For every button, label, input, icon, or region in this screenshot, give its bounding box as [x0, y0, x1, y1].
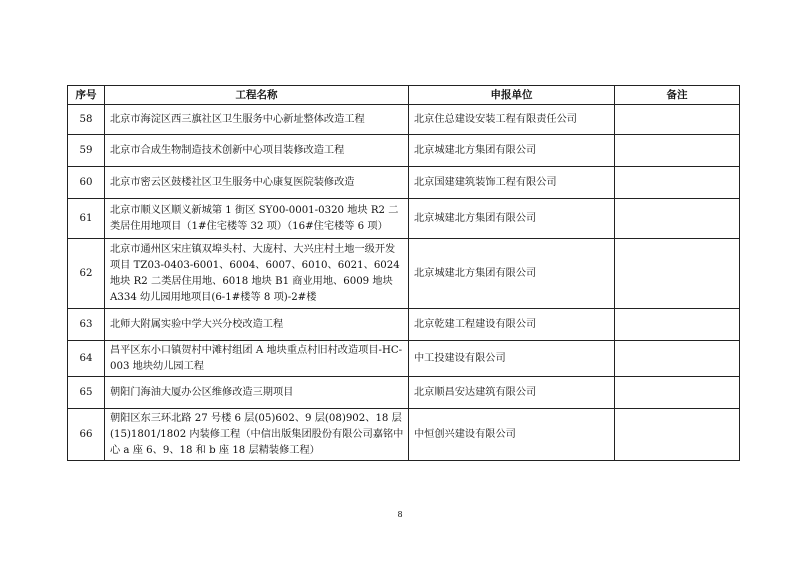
row-seq: 60 [68, 167, 105, 199]
row-project-name: 北京市海淀区西三旗社区卫生服务中心新址整体改造工程 [105, 105, 409, 135]
row-remark [615, 135, 740, 167]
row-remark [615, 409, 740, 461]
row-remark [615, 105, 740, 135]
page-number: 8 [397, 510, 403, 519]
table-header-row [68, 86, 740, 105]
row-project-name: 北京市通州区宋庄镇双埠头村、大庞村、大兴庄村土地一级开发项目 TZ03-0403-6001、6004、6007、6010、6021、6024 地块 R2 二类居住用地、6018 地块 B1 商业用地、6009 地块 A334 幼儿园用地项目(6-1#楼等 8 项)-2#楼 [105, 239, 409, 309]
row-remark [615, 309, 740, 341]
table-row [68, 239, 740, 309]
header-project-name: 工程名称 [105, 86, 409, 105]
row-applicant-unit: 北京国建建筑装饰工程有限公司 [409, 167, 615, 199]
row-project-name: 北京市密云区鼓楼社区卫生服务中心康复医院装修改造 [105, 167, 409, 199]
row-seq: 65 [68, 377, 105, 409]
row-applicant-unit: 北京乾建工程建设有限公司 [409, 309, 615, 341]
table-row [68, 199, 740, 239]
row-remark [615, 377, 740, 409]
row-remark [615, 341, 740, 377]
row-applicant-unit: 北京城建北方集团有限公司 [409, 239, 615, 309]
table-row [68, 377, 740, 409]
row-applicant-unit: 北京城建北方集团有限公司 [409, 199, 615, 239]
table-row [68, 105, 740, 135]
project-table [67, 85, 740, 461]
table-row [68, 309, 740, 341]
row-seq: 63 [68, 309, 105, 341]
row-applicant-unit: 中恒创兴建设有限公司 [409, 409, 615, 461]
row-seq: 61 [68, 199, 105, 239]
table-row [68, 409, 740, 461]
row-seq: 59 [68, 135, 105, 167]
row-applicant-unit: 北京住总建设安装工程有限责任公司 [409, 105, 615, 135]
header-applicant-unit: 申报单位 [409, 86, 615, 105]
row-project-name: 朝阳门海油大厦办公区维修改造三期项目 [105, 377, 409, 409]
table-row [68, 167, 740, 199]
row-applicant-unit: 中工投建设有限公司 [409, 341, 615, 377]
row-project-name: 北京市合成生物制造技术创新中心项目装修改造工程 [105, 135, 409, 167]
row-project-name: 昌平区东小口镇贺村中滩村组团 A 地块重点村旧村改造项目-HC-003 地块幼儿园工程 [105, 341, 409, 377]
row-remark [615, 199, 740, 239]
header-seq: 序号 [68, 86, 105, 105]
table-row [68, 135, 740, 167]
row-remark [615, 239, 740, 309]
row-applicant-unit: 北京顺昌安达建筑有限公司 [409, 377, 615, 409]
row-seq: 58 [68, 105, 105, 135]
row-seq: 64 [68, 341, 105, 377]
row-project-name: 北京市顺义区顺义新城第 1 街区 SY00-0001-0320 地块 R2 二类居住用地项目（1#住宅楼等 32 项）（16#住宅楼等 6 项） [105, 199, 409, 239]
row-project-name: 朝阳区东三环北路 27 号楼 6 层(05)602、9 层(08)902、18 层(15)1801/1802 内装修工程（中信出版集团股份有限公司嘉铭中心 a 座 6、9、18 和 b 座 18 层精装修工程） [105, 409, 409, 461]
row-seq: 62 [68, 239, 105, 309]
row-remark [615, 167, 740, 199]
row-applicant-unit: 北京城建北方集团有限公司 [409, 135, 615, 167]
row-seq: 66 [68, 409, 105, 461]
row-project-name: 北师大附属实验中学大兴分校改造工程 [105, 309, 409, 341]
header-remark: 备注 [615, 86, 740, 105]
table-row [68, 341, 740, 377]
